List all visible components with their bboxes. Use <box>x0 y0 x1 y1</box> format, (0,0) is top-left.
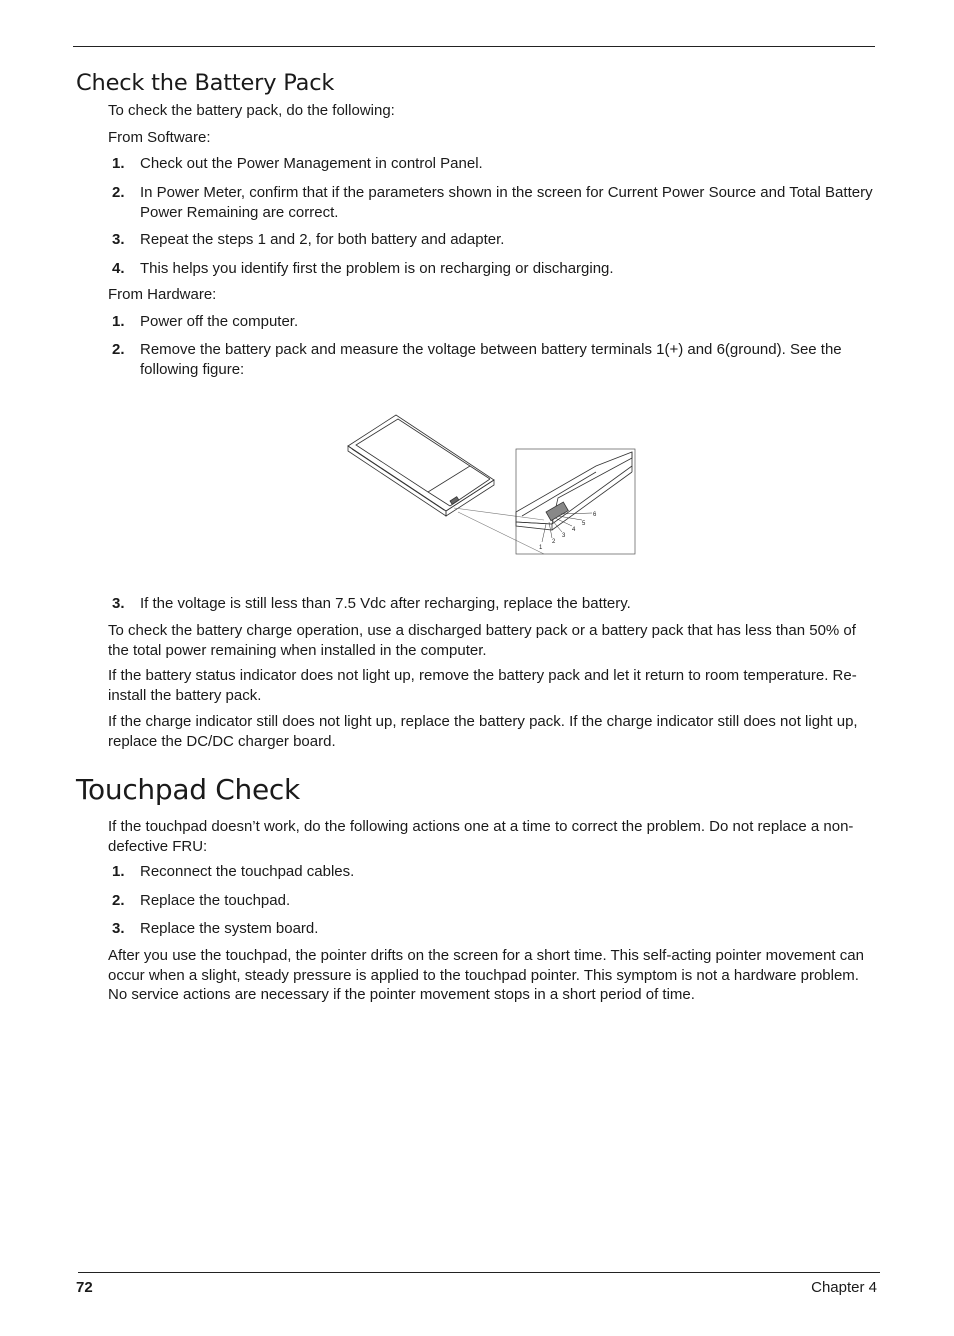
software-label: From Software: <box>108 129 211 146</box>
battery-terminal-figure <box>346 412 638 558</box>
footer-rule <box>78 1272 880 1273</box>
step-text: This helps you identify first the problem is on recharging or discharging. <box>140 260 614 277</box>
step-number: 1. <box>112 313 125 330</box>
section-title-battery: Check the Battery Pack <box>76 70 335 96</box>
battery-diagram <box>346 412 638 558</box>
hardware-label: From Hardware: <box>108 286 217 303</box>
step-text: In Power Meter, confirm that if the parameters shown in the screen for Current Power Source and Total Battery Power Remaining are correct. <box>140 184 873 221</box>
terminal-label: 6 <box>593 512 597 518</box>
step-text: If the voltage is still less than 7.5 Vdc after recharging, replace the battery. <box>140 595 631 612</box>
status-paragraph: If the battery status indicator does not light up, remove the battery pack and let it return to room temperature. Re-install the battery pack. <box>108 667 857 704</box>
terminal-label: 1 <box>539 545 543 551</box>
charge-paragraph: To check the battery charge operation, use a discharged battery pack or a battery pack that has less than 50% of the total power remaining when installed in the computer. <box>108 622 856 659</box>
step-number: 3. <box>112 231 125 248</box>
section-title-touchpad: Touchpad Check <box>76 773 300 806</box>
step-number: 2. <box>112 892 125 909</box>
step-text: Replace the system board. <box>140 920 319 937</box>
step-text: Repeat the steps 1 and 2, for both battery and adapter. <box>140 231 505 248</box>
battery-top-face <box>348 415 494 511</box>
step-number: 4. <box>112 260 125 277</box>
step-text: Remove the battery pack and measure the voltage between battery terminals 1(+) and 6(ground). See the following figure: <box>140 341 842 378</box>
touchpad-intro: If the touchpad doesn’t work, do the following actions one at a time to correct the problem. Do not replace a non-defective FRU: <box>108 818 854 855</box>
step-text: Reconnect the touchpad cables. <box>140 863 355 880</box>
step-number: 3. <box>112 595 125 612</box>
terminal-label: 4 <box>572 527 576 533</box>
terminal-label: 2 <box>552 539 556 545</box>
step-text: Check out the Power Management in control Panel. <box>140 155 483 172</box>
chapter-label: Chapter 4 <box>811 1279 877 1296</box>
step-number: 1. <box>112 155 125 172</box>
step-number: 2. <box>112 341 125 358</box>
step-text: Replace the touchpad. <box>140 892 291 909</box>
step-number: 2. <box>112 184 125 201</box>
touchpad-outro: After you use the touchpad, the pointer drifts on the screen for a short time. This self-acting pointer movement can occur when a slight, steady pressure is applied to the touchpad pointer. This symptom is not a hardware problem. No service actions are necessary if the pointer movement stops in a short period of time. <box>108 947 864 1003</box>
page-number: 72 <box>76 1279 93 1296</box>
battery-intro: To check the battery pack, do the following: <box>108 102 395 119</box>
terminal-label: 3 <box>562 533 566 539</box>
battery-side-face <box>446 480 494 516</box>
header-rule <box>73 46 875 47</box>
step-number: 3. <box>112 920 125 937</box>
step-text: Power off the computer. <box>140 313 299 330</box>
indicator-paragraph: If the charge indicator still does not light up, replace the battery pack. If the charge indicator still does not light up, replace the DC/DC charger board. <box>108 713 858 750</box>
step-number: 1. <box>112 863 125 880</box>
terminal-label: 5 <box>582 521 586 527</box>
